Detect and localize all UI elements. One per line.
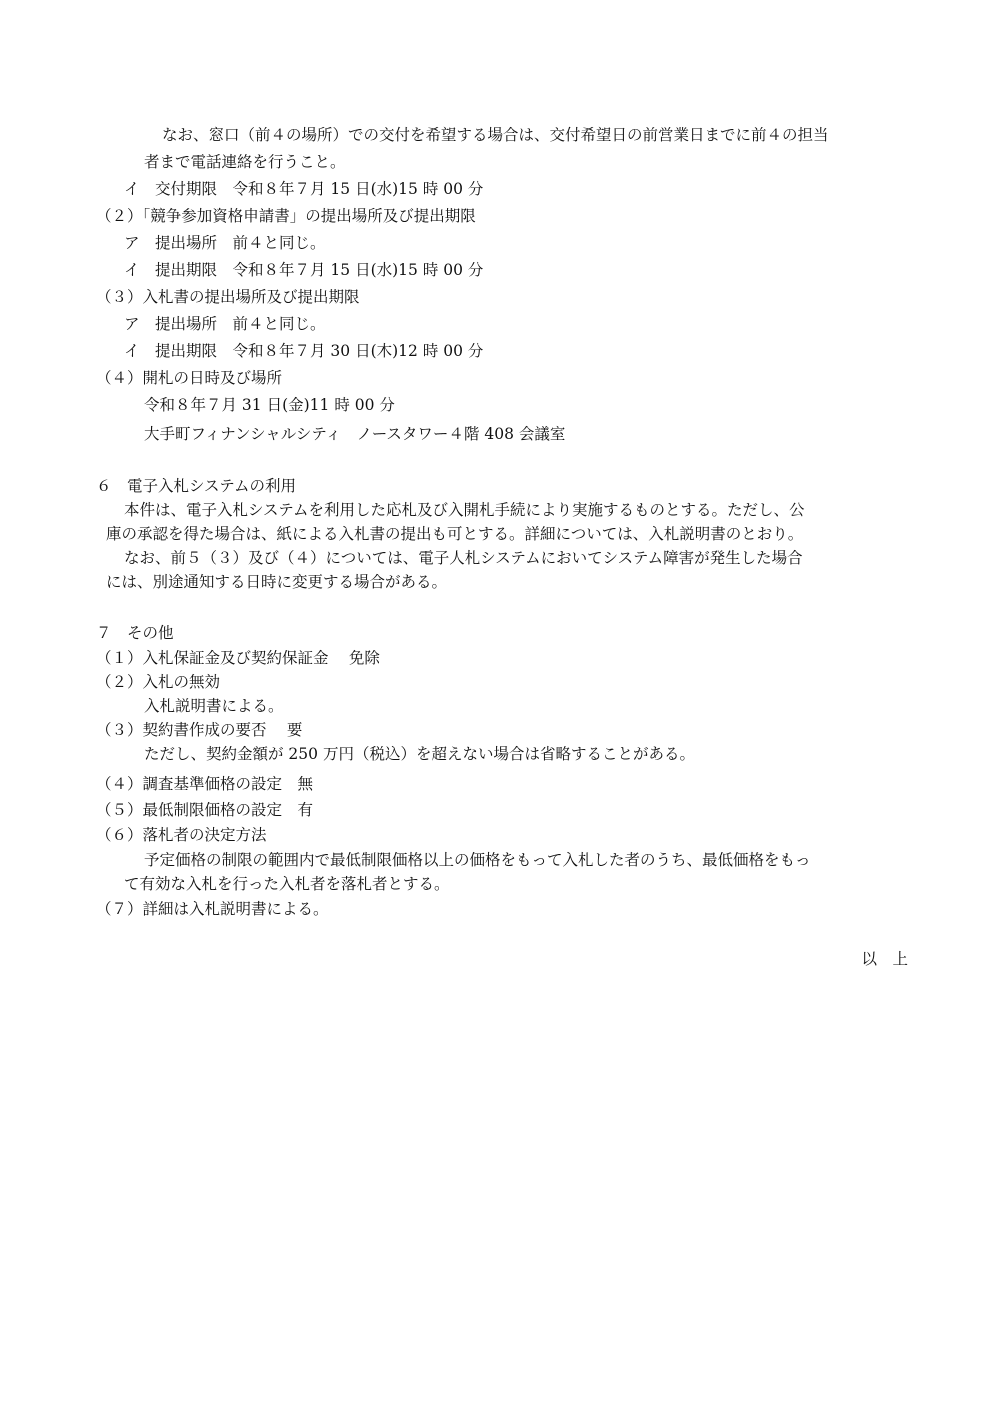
s7-heading: ７ その他 (96, 624, 174, 642)
closing-remark: 以 上 (861, 950, 908, 968)
s7-2: （２）入札の無効 (96, 673, 221, 691)
s5-1-deadline: イ 交付期限 令和８年７月 15 日(水)15 時 00 分 (124, 180, 484, 198)
s5-3-deadline: イ 提出期限 令和８年７月 30 日(木)12 時 00 分 (124, 342, 484, 360)
s6-p1-line2: 庫の承認を得た場合は、紙による入札書の提出も可とする。詳細については、入札説明書のとおり。 (106, 525, 804, 543)
s7-6: （６）落札者の決定方法 (96, 826, 267, 844)
s6-p2-line2: には、別途通知する日時に変更する場合がある。 (106, 573, 448, 591)
s5-note-line2: 者まで電話連絡を行うこと。 (144, 153, 346, 171)
s7-3: （３）契約書作成の要否 要 (96, 721, 303, 739)
s5-2-place: ア 提出場所 前４と同じ。 (124, 234, 326, 252)
s7-5: （５）最低制限価格の設定 有 (96, 801, 314, 819)
s7-2-body: 入札説明書による。 (144, 697, 284, 715)
s6-p1-line1: 本件は、電子入札システムを利用した応札及び入開札手続により実施するものとする。ただし、公 (124, 501, 805, 519)
s5-4-heading: （４）開札の日時及び場所 (96, 369, 283, 387)
s7-4: （４）調査基準価格の設定 無 (96, 775, 314, 793)
s5-4-date: 令和８年７月 31 日(金)11 時 00 分 (144, 396, 395, 414)
s5-note-line1: なお、窓口（前４の場所）での交付を希望する場合は、交付希望日の前営業日までに前４の担当 (162, 126, 829, 144)
s7-6-line2: て有効な入札を行った入札者を落札者とする。 (124, 875, 450, 893)
s7-7: （７）詳細は入札説明書による。 (96, 900, 329, 918)
s5-3-heading: （３）入札書の提出場所及び提出期限 (96, 288, 360, 306)
s7-1: （１）入札保証金及び契約保証金 免除 (96, 649, 380, 667)
s5-2-heading: （２）「競争参加資格申請書」の提出場所及び提出期限 (96, 207, 476, 225)
s5-3-place: ア 提出場所 前４と同じ。 (124, 315, 326, 333)
s5-4-place: 大手町フィナンシャルシティ ノースタワー４階 408 会議室 (144, 425, 566, 443)
s7-6-line1: 予定価格の制限の範囲内で最低制限価格以上の価格をもって入札した者のうち、最低価格をもっ (144, 851, 811, 869)
s6-p2-line1: なお、前５（３）及び（４）については、電子人札システムにおいてシステム障害が発生した場合 (124, 549, 803, 567)
s5-2-deadline: イ 提出期限 令和８年７月 15 日(水)15 時 00 分 (124, 261, 484, 279)
s7-3-body: ただし、契約金額が 250 万円（税込）を超えない場合は省略することがある。 (144, 745, 695, 763)
s6-heading: ６ 電子入札システムの利用 (96, 477, 296, 495)
